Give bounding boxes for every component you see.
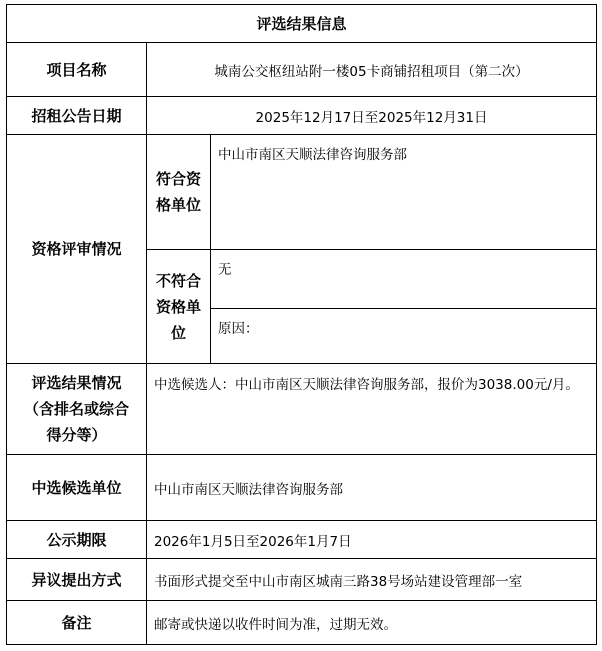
publicity-value: 2026年1月5日至2026年1月7日 xyxy=(147,521,597,559)
qualified-units-label xyxy=(147,135,211,250)
announce-date-value: 2025年12月17日至2025年12月31日 xyxy=(147,97,597,135)
unqualified-units-label-line3: 位 xyxy=(170,323,186,342)
remarks-value: 邮寄或快递以收件时间为准，过期无效。 xyxy=(147,601,597,645)
project-name-label: 项目名称 xyxy=(7,43,147,97)
candidate-label: 中选候选单位 xyxy=(7,455,147,521)
result-label-line2: （含排名或综合 xyxy=(23,400,129,418)
qualified-units-label-line2: 格单位 xyxy=(155,196,201,214)
result-label-line1: 评选结果情况 xyxy=(31,374,122,392)
publicity-label: 公示期限 xyxy=(7,521,147,559)
qualified-units-value: 中山市南区天顺法律咨询服务部 xyxy=(211,135,597,250)
qualification-label: 资格评审情况 xyxy=(7,135,147,364)
result-value: 中选候选人：中山市南区天顺法律咨询服务部，报价为3038.00元/月。 xyxy=(147,364,597,455)
candidate-value: 中山市南区天顺法律咨询服务部 xyxy=(147,455,597,521)
result-label xyxy=(7,364,147,455)
qualified-units-label-line1: 符合资 xyxy=(155,170,201,188)
unqualified-units-value: 无 xyxy=(211,250,597,309)
objection-value: 书面形式提交至中山市南区城南三路38号场站建设管理部一室 xyxy=(147,559,597,601)
unqualified-units-label-line1: 不符合 xyxy=(155,271,201,290)
table-title: 评选结果信息 xyxy=(7,5,597,43)
announce-date-label: 招租公告日期 xyxy=(7,97,147,135)
objection-label: 异议提出方式 xyxy=(7,559,147,601)
remarks-label: 备注 xyxy=(7,601,147,645)
reason-label: 原因： xyxy=(211,309,597,364)
project-name-value: 城南公交枢纽站附一楼05卡商铺招租项目（第二次） xyxy=(147,43,597,97)
unqualified-units-label xyxy=(147,250,211,364)
result-label-line3: 得分等） xyxy=(46,426,107,444)
result-table xyxy=(6,4,597,645)
unqualified-units-label-line2: 资格单 xyxy=(155,297,201,316)
